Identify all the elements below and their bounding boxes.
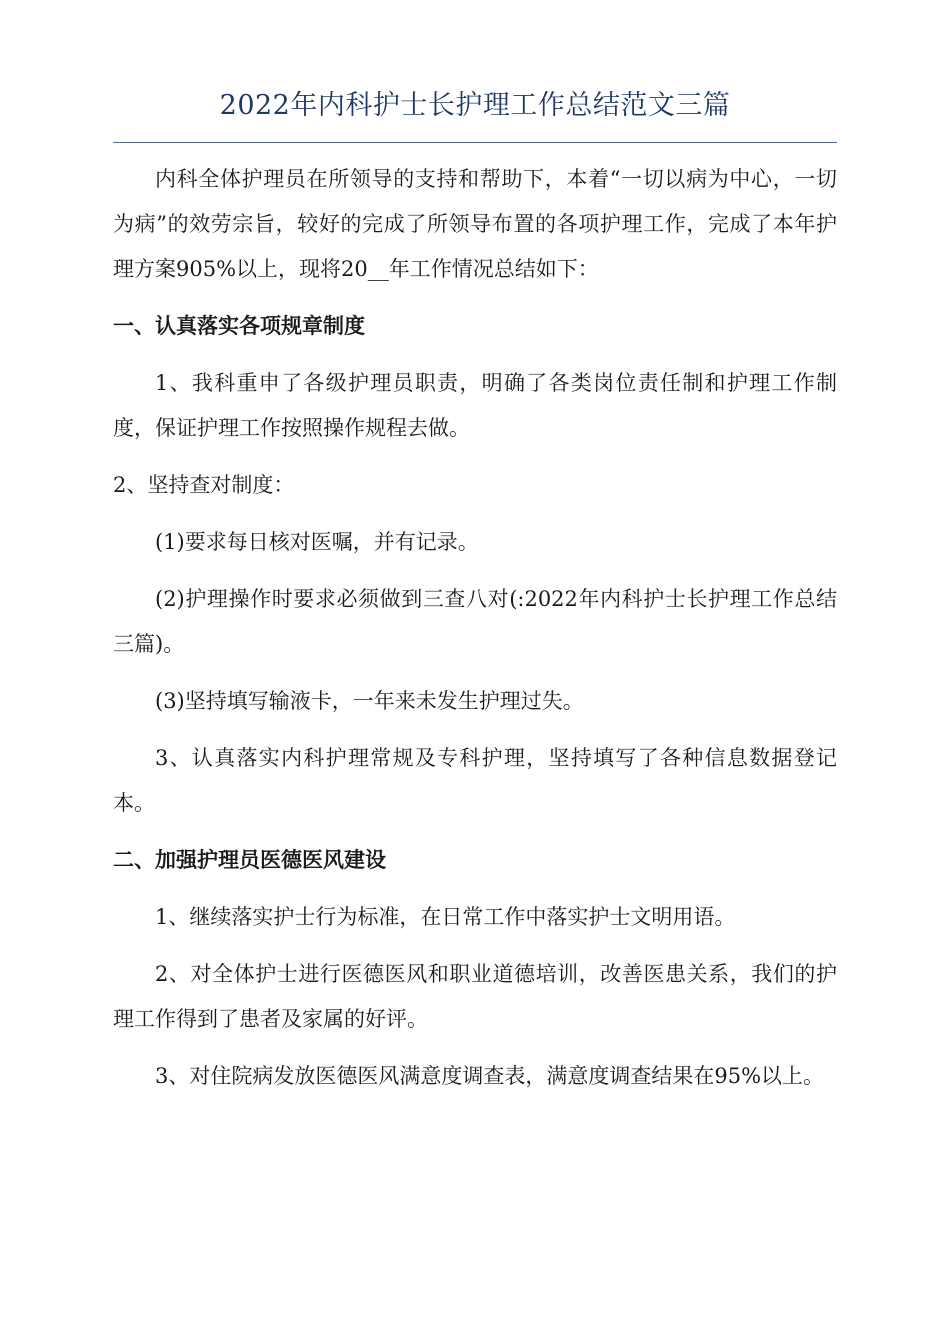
section-heading-1: 一、认真落实各项规章制度: [113, 314, 365, 338]
body-paragraph: (3)坚持填写输液卡，一年来未发生护理过失。: [155, 689, 584, 713]
section-heading-2: 二、加强护理员医德医风建设: [113, 848, 386, 872]
body-paragraph: (1)要求每日核对医嘱，并有记录。: [155, 530, 479, 554]
document-body: [113, 157, 837, 1111]
title-divider: [113, 142, 837, 143]
body-paragraph: (2)护理操作时要求必须做到三查八对(:2022年内科护士长护理工作总结三篇)。: [113, 587, 837, 656]
body-paragraph: 2、坚持查对制度：: [113, 473, 295, 497]
body-paragraph: 1、继续落实护士行为标准，在日常工作中落实护士文明用语。: [155, 905, 736, 929]
body-paragraph: 3、对住院病发放医德医风满意度调查表，满意度调查结果在95%以上。: [155, 1064, 825, 1088]
body-paragraph: 2、对全体护士进行医德医风和职业道德培训，改善医患关系，我们的护理工作得到了患者及家属的好评。: [113, 962, 837, 1031]
document-title: 2022年内科护士长护理工作总结范文三篇: [219, 90, 731, 121]
intro-paragraph: 内科全体护理员在所领导的支持和帮助下，本着“一切以病为中心，一切为病”的效劳宗旨，较好的完成了所领导布置的各项护理工作，完成了本年护理方案905%以上，现将20__年工作情况总结如下：: [113, 167, 837, 281]
body-paragraph: 1、我科重申了各级护理员职责，明确了各类岗位责任制和护理工作制度，保证护理工作按照操作规程去做。: [113, 371, 837, 440]
body-paragraph: 3、认真落实内科护理常规及专科护理，坚持填写了各种信息数据登记本。: [113, 746, 837, 815]
